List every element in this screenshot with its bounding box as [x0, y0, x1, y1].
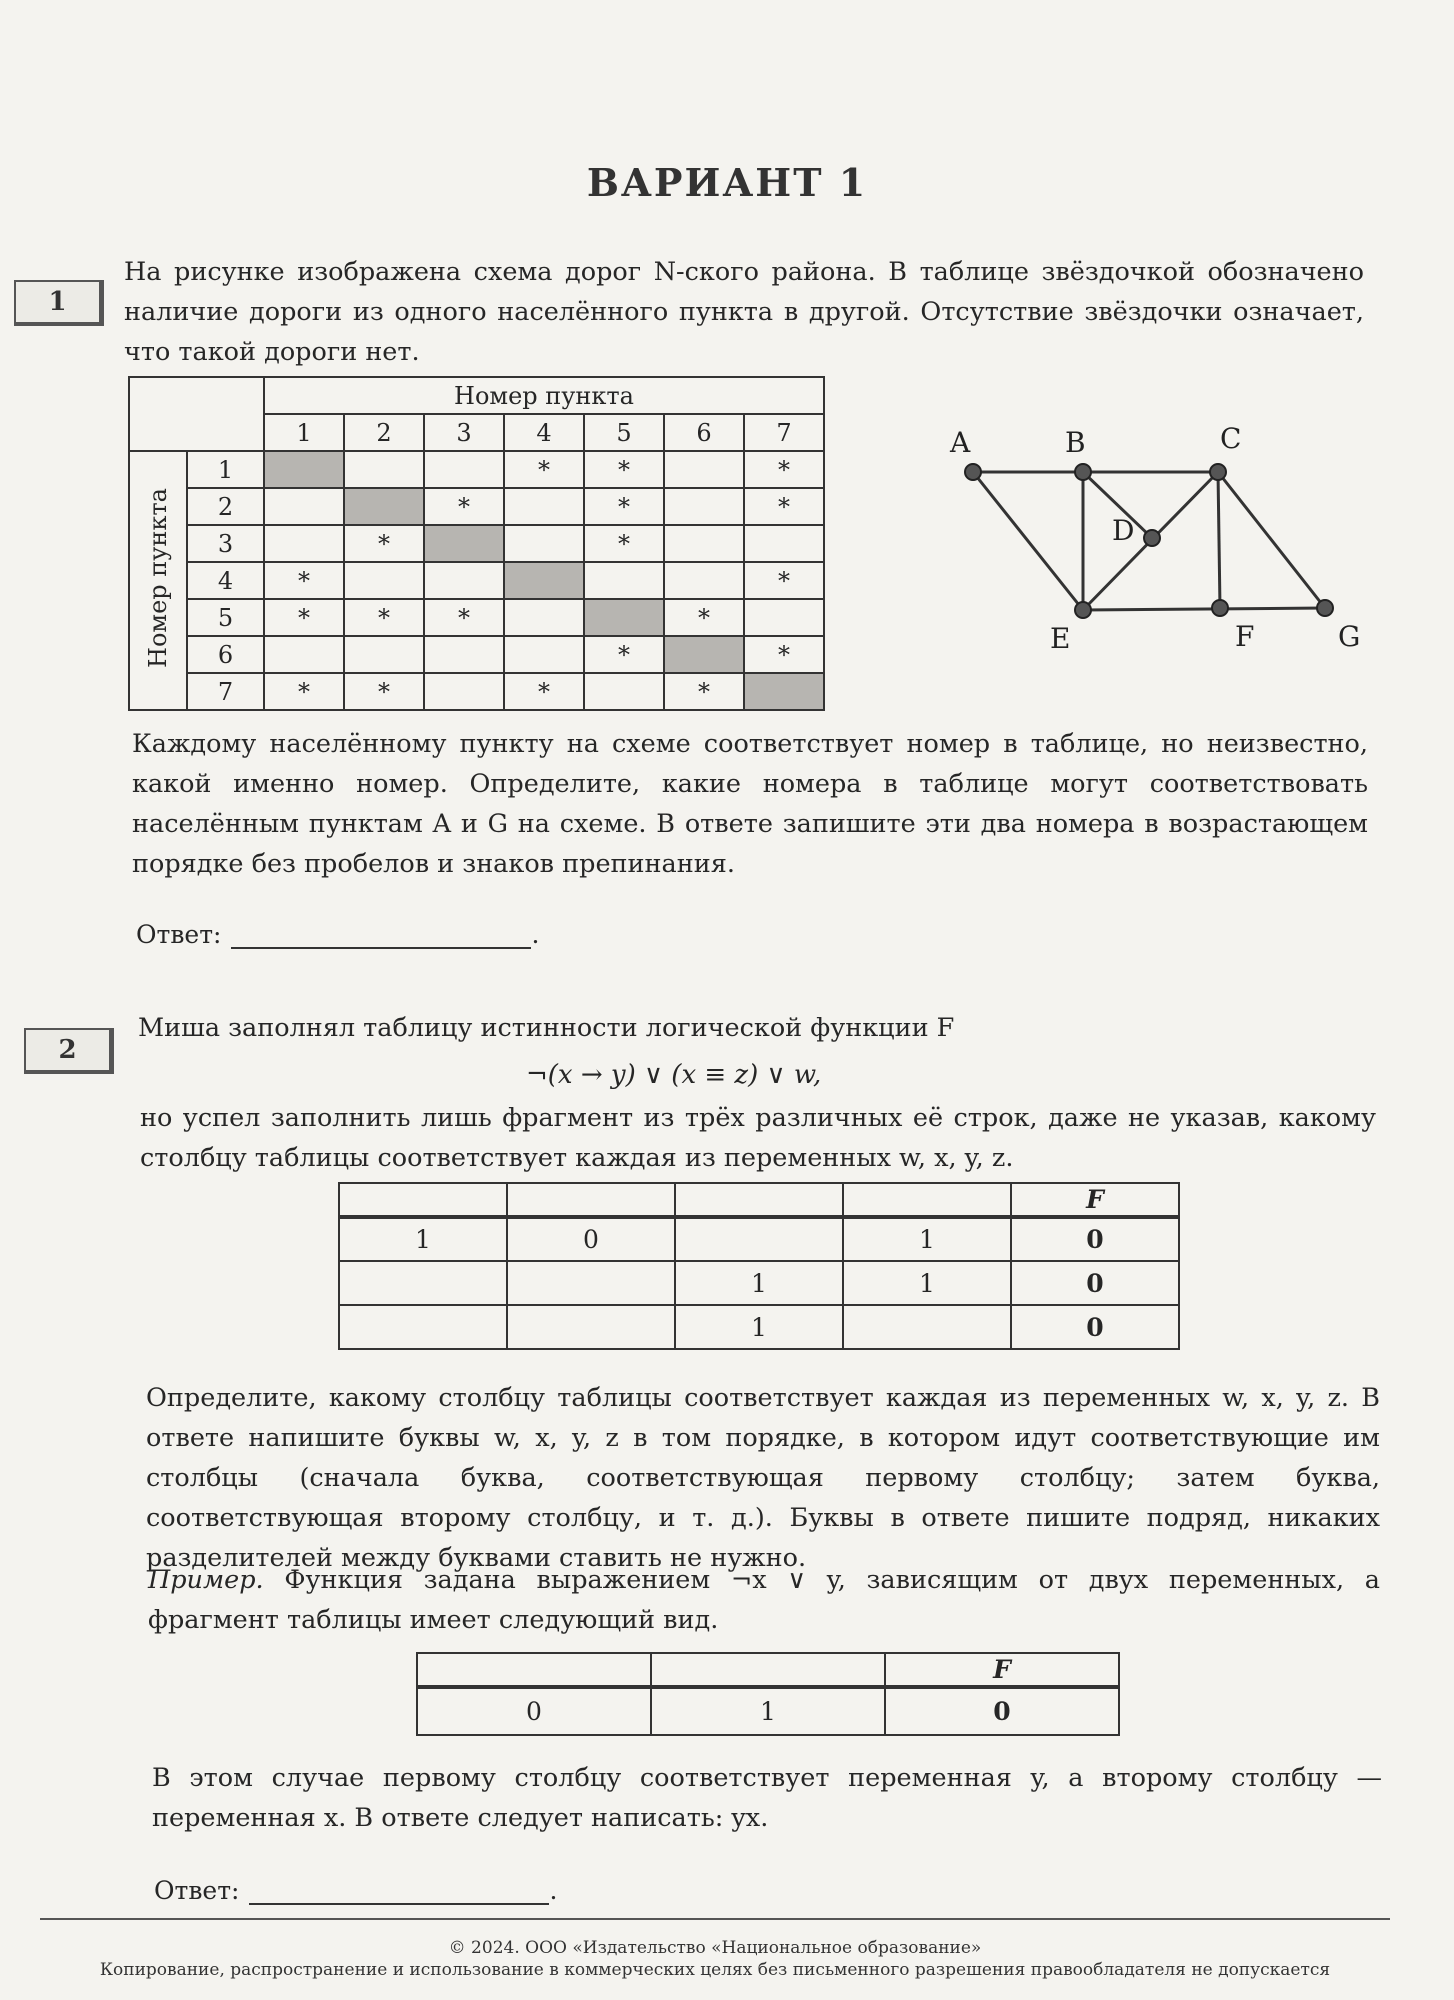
table-cell: * — [584, 525, 664, 562]
road-graph — [940, 410, 1380, 670]
truth-row — [339, 1305, 1179, 1349]
truth-cell — [339, 1261, 507, 1305]
truth-cell: 0 — [885, 1687, 1119, 1735]
table-cell — [424, 673, 504, 710]
truth-cell: 0 — [1011, 1217, 1179, 1261]
task1-question: Каждому населённому пункту на схеме соответствует номер в таблице, но неизвестно, какой именно номер. Определите, какие номера в таблице могут соответствовать населённым пунктам A и G на схеме. В ответе запишите эти два номера в возрастающем порядке без пробелов и знаков препинания. — [132, 729, 1368, 879]
table-row — [129, 562, 824, 599]
table-row-label: 7 — [187, 673, 264, 710]
table-cell — [424, 451, 504, 488]
node-e-dot — [1075, 602, 1091, 618]
task2-intro: Миша заполнял таблицу истинности логической функции F — [138, 1013, 955, 1043]
table-cell: * — [424, 599, 504, 636]
footer-notice: Копирование, распространение и использование в коммерческих целях без письменного разрешения правообладателя не допускается — [99, 1960, 1331, 1980]
table-cell — [664, 451, 744, 488]
task2-example — [148, 1560, 1380, 1640]
node-f-label: F — [1235, 620, 1255, 653]
truth-table — [338, 1182, 1180, 1350]
table-col-label: 2 — [344, 414, 424, 451]
task-number-1: 1 — [14, 280, 104, 326]
example-label: Пример. — [148, 1565, 264, 1595]
table-cell: * — [744, 562, 824, 599]
table-col-label: 3 — [424, 414, 504, 451]
table-cell — [424, 525, 504, 562]
table-cell — [744, 525, 824, 562]
truth-cell — [507, 1305, 675, 1349]
table-cell — [344, 562, 424, 599]
footer-divider — [40, 1918, 1390, 1920]
table-cell: * — [344, 599, 424, 636]
table-cell — [264, 525, 344, 562]
table-cell: * — [344, 673, 424, 710]
node-a-label: A — [950, 426, 971, 459]
table-row — [129, 636, 824, 673]
page-title: ВАРИАНТ 1 — [586, 160, 868, 205]
node-d-label: D — [1112, 514, 1135, 547]
table-cell: * — [504, 451, 584, 488]
table-cell: * — [744, 451, 824, 488]
truth-header-cell: F — [885, 1653, 1119, 1687]
table-col-label: 1 — [264, 414, 344, 451]
table-row — [129, 673, 824, 710]
example-truth-table — [416, 1652, 1120, 1736]
table-cell — [264, 636, 344, 673]
table-cell — [504, 599, 584, 636]
table-col-header: Номер пункта — [264, 377, 824, 414]
table-cell — [504, 525, 584, 562]
table-cell: * — [424, 488, 504, 525]
table-cell: * — [344, 525, 424, 562]
truth-row — [339, 1217, 1179, 1261]
table-cell — [424, 562, 504, 599]
table-cell — [664, 562, 744, 599]
node-e-label: E — [1050, 622, 1071, 655]
truth-header-cell — [417, 1653, 651, 1687]
table-cell — [584, 562, 664, 599]
table-cell — [344, 488, 424, 525]
task2-answer-field[interactable] — [249, 1877, 549, 1905]
task1-answer: Ответ: . — [136, 920, 540, 949]
table-cell — [504, 636, 584, 673]
node-b-dot — [1075, 464, 1091, 480]
truth-header-cell — [651, 1653, 885, 1687]
truth-cell: 1 — [843, 1217, 1011, 1261]
truth-cell: 1 — [675, 1261, 843, 1305]
node-c-dot — [1210, 464, 1226, 480]
table-row-header: Номер пункта — [144, 487, 172, 668]
example-text: Функция задана выражением ¬x ∨ y, зависящим от двух переменных, а фрагмент таблицы имеет следующий вид. — [148, 1565, 1380, 1635]
table-row-label: 3 — [187, 525, 264, 562]
task2-intro2: но успел заполнить лишь фрагмент из трёх различных её строк, даже не указав, какому столбцу таблицы соответствует каждая из переменных w, x, y, z. — [140, 1103, 1376, 1173]
table-row — [129, 525, 824, 562]
table-cell — [744, 599, 824, 636]
task2-example-result: В этом случае первому столбцу соответствует переменная y, а второму столбцу — переменная x. В ответе следует написать: yx. — [152, 1763, 1382, 1833]
table-cell — [504, 562, 584, 599]
table-cell — [744, 673, 824, 710]
adjacency-table — [128, 376, 825, 711]
table-cell — [504, 488, 584, 525]
table-cell: * — [264, 673, 344, 710]
truth-cell: 0 — [1011, 1305, 1179, 1349]
table-col-label: 4 — [504, 414, 584, 451]
task2-question: Определите, какому столбцу таблицы соответствует каждая из переменных w, x, y, z. В ответе напишите буквы w, x, y, z в том порядке, в котором идут соответствующие им столбцы (сначала буква, соответствующая первому столбцу; затем буква, соответствующая второму столбцу, и т. д.). Буквы в ответе пишите подряд, никаких разделителей между буквами ставить не нужно. — [146, 1383, 1380, 1573]
table-cell: * — [584, 451, 664, 488]
truth-cell — [843, 1305, 1011, 1349]
table-row — [129, 451, 824, 488]
task2-answer: Ответ: . — [154, 1876, 558, 1905]
table-cell — [344, 636, 424, 673]
truth-cell: 1 — [843, 1261, 1011, 1305]
table-cell: * — [504, 673, 584, 710]
table-cell — [664, 636, 744, 673]
task1-answer-field[interactable] — [231, 921, 531, 949]
truth-cell: 0 — [1011, 1261, 1179, 1305]
table-cell — [264, 488, 344, 525]
truth-cell — [675, 1217, 843, 1261]
table-row — [129, 488, 824, 525]
table-col-label: 7 — [744, 414, 824, 451]
truth-cell: 0 — [507, 1217, 675, 1261]
table-cell: * — [744, 636, 824, 673]
task2-answer-label: Ответ: — [154, 1876, 240, 1905]
node-f-dot — [1212, 600, 1228, 616]
table-col-label: 5 — [584, 414, 664, 451]
truth-row — [339, 1261, 1179, 1305]
truth-header-cell — [675, 1183, 843, 1217]
truth-header-cell — [339, 1183, 507, 1217]
node-g-label: G — [1338, 620, 1361, 653]
task2-formula: ¬(x → y) ∨ (x ≡ z) ∨ w, — [526, 1060, 822, 1090]
table-cell: * — [664, 599, 744, 636]
table-row-label: 6 — [187, 636, 264, 673]
table-cell: * — [584, 488, 664, 525]
table-cell: * — [264, 599, 344, 636]
truth-row — [417, 1687, 1119, 1735]
table-row-label: 5 — [187, 599, 264, 636]
table-row-label: 1 — [187, 451, 264, 488]
table-row — [129, 599, 824, 636]
table-col-label: 6 — [664, 414, 744, 451]
truth-header-cell — [507, 1183, 675, 1217]
truth-cell — [507, 1261, 675, 1305]
node-a-dot — [965, 464, 981, 480]
node-b-label: B — [1065, 426, 1086, 459]
table-cell: * — [264, 562, 344, 599]
truth-cell: 1 — [675, 1305, 843, 1349]
truth-header-cell: F — [1011, 1183, 1179, 1217]
task1-intro: На рисунке изображена схема дорог N-ского района. В таблице звёздочкой обозначено наличие дороги из одного населённого пункта в другой. Отсутствие звёздочки означает, что такой дороги нет. — [124, 257, 1364, 367]
table-cell — [264, 451, 344, 488]
truth-header-cell — [843, 1183, 1011, 1217]
task1-answer-label: Ответ: — [136, 920, 222, 949]
footer-copyright: © 2024. ООО «Издательство «Национальное образование» — [448, 1938, 982, 1958]
truth-cell — [339, 1305, 507, 1349]
table-cell — [584, 673, 664, 710]
table-cell — [344, 451, 424, 488]
truth-cell: 1 — [339, 1217, 507, 1261]
table-cell: * — [584, 636, 664, 673]
table-cell: * — [664, 673, 744, 710]
table-cell — [424, 636, 504, 673]
table-cell — [664, 525, 744, 562]
table-row-label: 2 — [187, 488, 264, 525]
node-d-dot — [1144, 530, 1160, 546]
node-g-dot — [1317, 600, 1333, 616]
table-cell — [664, 488, 744, 525]
table-cell: * — [744, 488, 824, 525]
truth-cell: 0 — [417, 1687, 651, 1735]
table-row-label: 4 — [187, 562, 264, 599]
truth-cell: 1 — [651, 1687, 885, 1735]
table-cell — [584, 599, 664, 636]
node-c-label: C — [1220, 422, 1242, 455]
task-number-2: 2 — [24, 1028, 114, 1074]
